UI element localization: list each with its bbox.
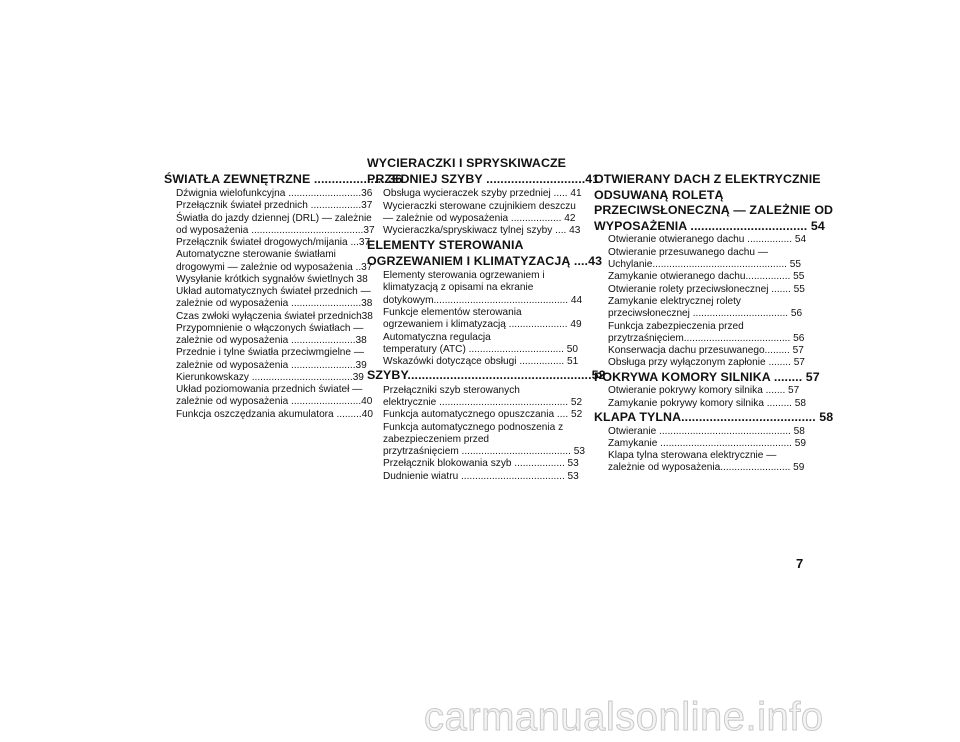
watermark-logo: carmanualsonline.info: [424, 695, 824, 739]
toc-entry: Klapa tylna sterowana elektrycznie —: [608, 450, 777, 462]
toc-heading: SZYBY....................................................52: [367, 368, 606, 383]
toc-entry: zależnie od wyposażenia .........................40: [176, 396, 373, 408]
toc-entry: Elementy sterowania ogrzewaniem i: [383, 270, 545, 281]
toc-entry: Otwieranie ............................................... 58: [608, 425, 805, 437]
toc-entry: Funkcje elementów sterowania: [383, 306, 522, 318]
toc-entry: Funkcja automatycznego podnoszenia z: [383, 421, 564, 433]
toc-entry: Przełącznik blokowania szyb .................. 53: [383, 458, 579, 470]
toc-entry: Konserwacja dachu przesuwanego......... 57: [608, 345, 804, 357]
toc-entry: Zamykanie otwieranego dachu................ 55: [608, 271, 805, 283]
toc-entry: Zamykanie pokrywy komory silnika ......... 58: [608, 397, 807, 409]
toc-heading: OTWIERANY DACH Z ELEKTRYCZNIE: [594, 172, 821, 186]
toc-entry: Obsługa przy wyłączonym zapłonie ........ 57: [608, 357, 805, 369]
toc-entry: przytrzaśnięciem ....................................... 53: [383, 446, 585, 458]
toc-entry: drogowymi — zależnie od wyposażenia ..37: [176, 261, 373, 273]
toc-entry: przeciwsłonecznej .................................. 56: [608, 308, 803, 320]
toc-heading: ELEMENTY STEROWANIA: [367, 237, 524, 252]
toc-entry: Wskazówki dotyczące obsługi ................ 51: [383, 356, 579, 368]
toc-entry: Otwieranie otwieranego dachu ................ 54: [608, 234, 807, 246]
toc-entry: Zamykanie elektrycznej rolety: [608, 295, 741, 307]
toc-entry: Przypomnienie o włączonych światłach —: [176, 322, 364, 334]
toc-heading: PRZECIWSŁONECZNĄ — ZALEŻNIE OD: [594, 203, 834, 218]
toc-entry: Wysyłanie krótkich sygnałów świetlnych 38: [176, 273, 368, 285]
toc-heading: WYCIERACZKI I SPRYSKIWACZE: [367, 156, 567, 170]
toc-entry: Dźwignia wielofunkcyjna ..........................36: [176, 188, 373, 199]
toc-entry: Dudnienie wiatru ..................................... 53: [383, 470, 579, 482]
toc-entry: Automatyczne sterowanie światłami: [176, 249, 336, 261]
toc-entry: zależnie od wyposażenia .........................38: [176, 298, 373, 310]
toc-entry: — zależnie od wyposażenia .................. 42: [383, 213, 576, 224]
toc-entry: zależnie od wyposażenia .......................39: [176, 359, 367, 371]
toc-entry: Funkcja zabezpieczenia przed: [608, 320, 744, 332]
toc-entry: od wyposażenia ........................................37: [176, 224, 375, 236]
toc-entry: klimatyzacją z opisami na ekranie: [383, 282, 534, 294]
toc-entry: Automatyczna regulacja: [383, 331, 491, 343]
toc-entry: Obsługa wycieraczek szyby przedniej ..... 41: [383, 188, 582, 200]
toc-entry: zależnie od wyposażenia......................... 59: [608, 462, 805, 474]
toc-entry: Otwieranie pokrywy komory silnika ....... 57: [608, 385, 800, 397]
page-number: 7: [796, 556, 804, 571]
toc-heading: ŚWIATŁA ZEWNĘTRZNE .................... 36: [164, 172, 403, 186]
toc-entry: ogrzewaniem i klimatyzacją ..................... 49: [383, 319, 582, 331]
toc-heading: PRZEDNIEJ SZYBY ............................41: [367, 172, 600, 187]
toc-entry: Funkcja oszczędzania akumulatora .........40: [176, 408, 373, 420]
toc-entry: Światła do jazdy dziennej (DRL) — zależnie: [176, 212, 372, 224]
toc-entry: Układ automatycznych świateł przednich —: [176, 286, 371, 297]
toc-entry: Kierunkowskazy ....................................39: [176, 371, 364, 383]
toc-heading: KLAPA TYLNA...................................... 58: [594, 409, 834, 424]
toc-entry: Przednie i tylne światła przeciwmgielne —: [176, 347, 364, 359]
toc-entry: Wycieraczka/spryskiwacz tylnej szyby .... 43: [383, 225, 581, 237]
toc-entry: zabezpieczeniem przed: [383, 433, 490, 445]
toc-heading: WYPOSAŻENIA ................................. 54: [594, 218, 825, 233]
toc-entry: Układ poziomowania przednich świateł —: [176, 384, 363, 395]
toc-entry: Uchylanie................................................ 55: [608, 259, 801, 270]
toc-entry: temperatury (ATC) .................................. 50: [383, 343, 579, 355]
toc-heading: OGRZEWANIEM I KLIMATYZACJĄ ....43: [367, 253, 603, 268]
toc-entry: elektrycznie .............................................. 52: [383, 396, 583, 408]
toc-entry: przytrzaśnięciem...................................... 56: [608, 332, 805, 344]
toc-entry: zależnie od wyposażenia .......................38: [176, 335, 367, 346]
toc-heading: ODSUWANĄ ROLETĄ: [594, 187, 724, 202]
toc-entry: Czas zwłoki wyłączenia świateł przednich38: [176, 310, 373, 322]
toc-entry: Przełącznik świateł przednich ..................37: [176, 200, 373, 212]
toc-entry: dotykowym................................................ 44: [383, 294, 583, 306]
toc-entry: Przełączniki szyb sterowanych: [383, 384, 520, 396]
toc-entry: Otwieranie przesuwanego dachu —: [608, 246, 768, 258]
toc-entry: Zamykanie ............................................... 59: [608, 437, 807, 449]
toc-heading: POKRYWA KOMORY SILNIKA ........ 57: [594, 369, 820, 384]
toc-entry: Przełącznik świateł drogowych/mijania ...37: [176, 237, 371, 248]
toc-entry: Wycieraczki sterowane czujnikiem deszczu: [383, 200, 576, 212]
toc-entry: Funkcja automatycznego opuszczania .... 52: [383, 409, 583, 421]
toc-entry: Otwieranie rolety przeciwsłonecznej ....... 55: [608, 283, 805, 295]
